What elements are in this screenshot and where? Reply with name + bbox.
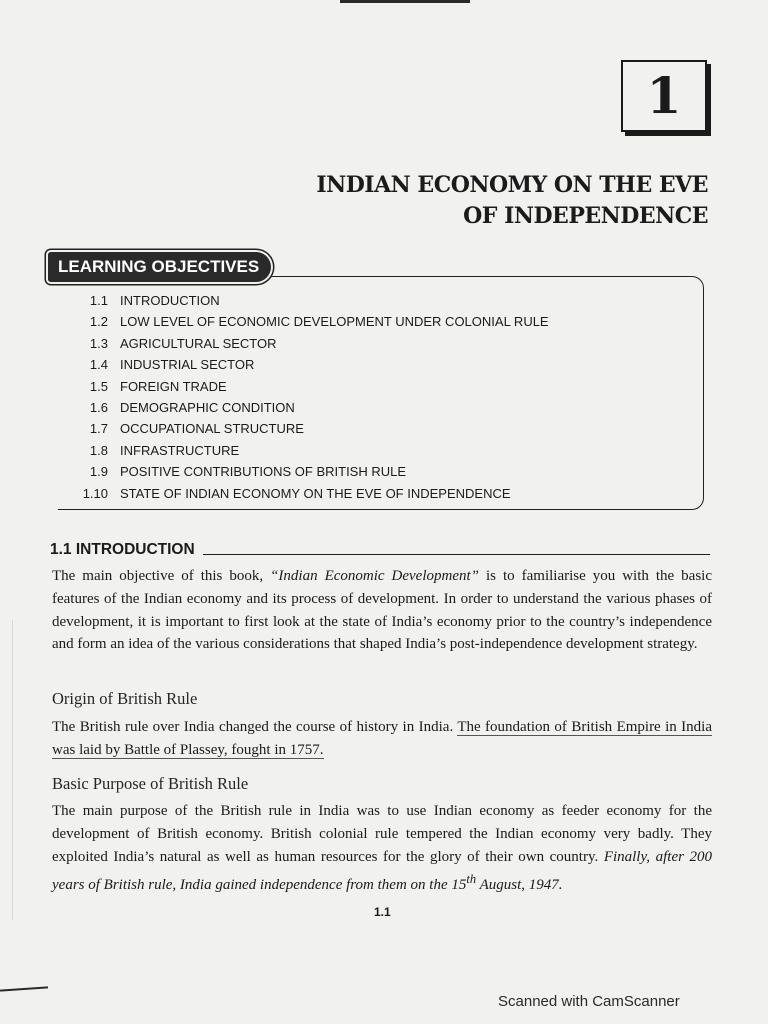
- objective-number: 1.1: [89, 293, 108, 308]
- underlined-text: The foundation of British Empire in India was laid by Battle of Plassey, fought in 1757.: [52, 719, 713, 758]
- scanner-watermark: Scanned with CamScanner: [498, 993, 680, 1010]
- objective-text: POSITIVE CONTRIBUTIONS OF BRITISH RULE: [120, 464, 407, 480]
- page-fold-line: [12, 620, 13, 920]
- chapter-number: 1: [646, 66, 682, 125]
- objective-item: [80, 376, 549, 397]
- objective-item: [80, 483, 549, 504]
- objective-item: [80, 290, 549, 311]
- purpose-paragraph: The main purpose of the British rule in India was to use Indian economy as feeder economy for the development of British economy. British colonial rule tempered the Indian economy very badly. They exploited India’s natural as well as human resources for the glory of their own country. Finally, after 200 years of British rule, India gained independence from them on the 15th August, 1947.: [52, 803, 712, 894]
- objective-text: INDUSTRIAL SECTOR: [120, 357, 255, 373]
- page-edge-mark: [340, 0, 470, 3]
- learning-objectives-list: [80, 290, 549, 504]
- objective-item: [80, 397, 549, 418]
- objective-text: INFRASTRUCTURE: [120, 442, 240, 458]
- objective-number: 1.7: [89, 421, 108, 437]
- objective-item: [80, 333, 549, 354]
- objective-item: [80, 311, 549, 332]
- book-title: “Indian Economic Development”: [270, 568, 480, 584]
- objective-text: FOREIGN TRADE: [120, 378, 227, 394]
- intro-paragraph: The main objective of this book, “Indian Economic Development” is to familiarise you with the basic features of the Indian economy and its process of development. In order to understand the various phases of development, it is important to first look at the state of India’s economy prior to the country’s independence and form an idea of the various considerations that shaped India’s post-independence development strategy.: [52, 568, 712, 653]
- chapter-title-line: INDIAN ECONOMY ON THE EVE: [316, 172, 708, 198]
- objective-number: 1.9: [89, 464, 108, 480]
- objective-number: 1.4: [89, 357, 108, 373]
- objective-number: 1.5: [89, 378, 108, 394]
- objective-number: 1.3: [89, 335, 108, 351]
- objective-text: LOW LEVEL OF ECONOMIC DEVELOPMENT UNDER COLONIAL RULE: [120, 314, 549, 330]
- objective-text: DEMOGRAPHIC CONDITION: [120, 399, 295, 415]
- objective-item: [80, 354, 549, 375]
- objective-item: [80, 461, 549, 482]
- objective-number: 1.6: [89, 399, 108, 415]
- objective-text: OCCUPATIONAL STRUCTURE: [120, 421, 304, 437]
- origin-paragraph: The British rule over India changed the course of history in India. The foundation of British Empire in India was laid by Battle of Plassey, fought in 1757.: [52, 719, 713, 758]
- subheading-origin: Origin of British Rule: [52, 689, 198, 708]
- learning-objectives-badge: LEARNING OBJECTIVES: [48, 252, 271, 282]
- section-heading-rule: [203, 554, 710, 555]
- objective-number: 1.10: [82, 485, 108, 501]
- page-number: 1.1: [374, 905, 391, 919]
- objective-text: INTRODUCTION: [120, 293, 220, 308]
- section-heading: [50, 537, 710, 559]
- chapter-title: [188, 170, 708, 232]
- chapter-number-box: [621, 60, 707, 132]
- objective-number: 1.2: [89, 314, 108, 330]
- objective-item: [80, 440, 549, 461]
- page-edge-mark: [0, 986, 48, 991]
- objective-item: [80, 418, 549, 439]
- objective-text: AGRICULTURAL SECTOR: [120, 335, 277, 351]
- section-heading-text: 1.1 INTRODUCTION: [50, 541, 195, 558]
- subheading-purpose: Basic Purpose of British Rule: [52, 774, 249, 793]
- objective-text: STATE OF INDIAN ECONOMY ON THE EVE OF INDEPENDENCE: [120, 485, 511, 501]
- objective-number: 1.8: [89, 442, 108, 458]
- chapter-title-line: OF INDEPENDENCE: [463, 203, 708, 229]
